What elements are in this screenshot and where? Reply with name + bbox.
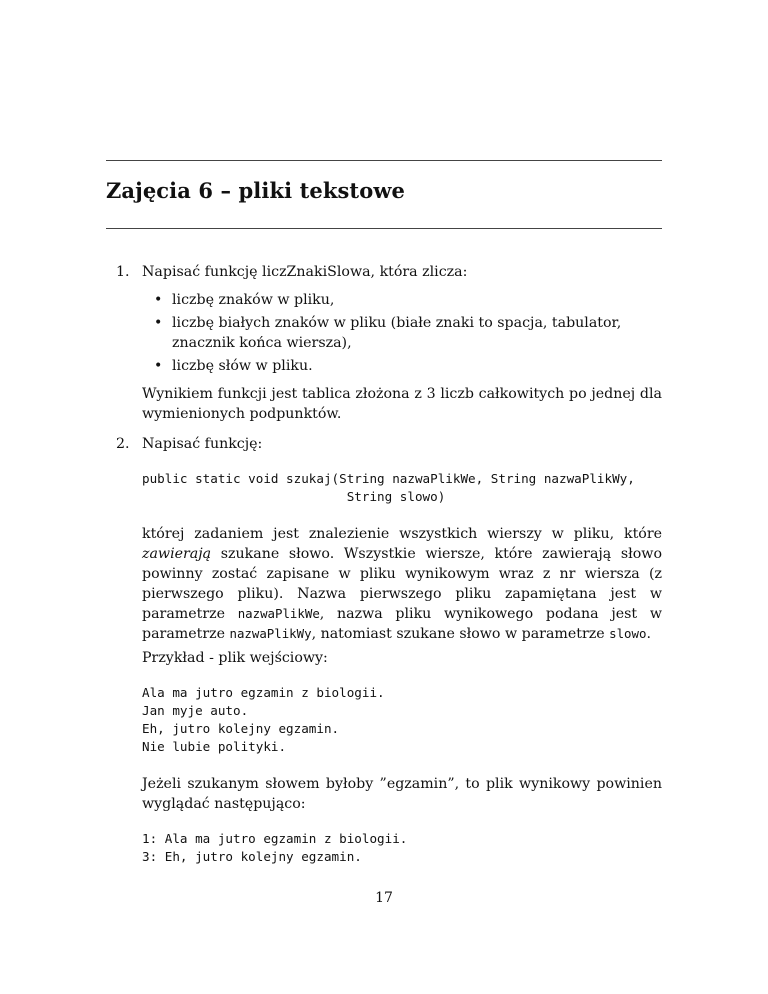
- task-2-number: 2.: [116, 436, 130, 452]
- bullet-text: liczbę znaków w pliku,: [172, 292, 335, 308]
- example-label: Przykład - plik wejściowy:: [142, 650, 328, 666]
- desc-part: szukane słowo. Wszystkie wiersze, które zawierają słowo powinny zostać zapisane w pliku wynikowym wraz z nr wiersza (z pierwszego pliku). Nazwa pierwszego pliku zapamiętana jest w parametrze: [142, 546, 662, 622]
- example-output-code: 1: Ala ma jutro egzamin z biologii. 3: Eh, jutro kolejny egzamin.: [142, 831, 408, 864]
- bullet-item: [154, 313, 662, 353]
- task-1-intro: Napisać funkcję liczZnakiSlowa, która zlicza:: [142, 264, 468, 280]
- desc-part: , nazwa pliku wynikowego podana jest w parametrze: [142, 606, 663, 642]
- desc-emphasis: zawierają: [142, 546, 212, 562]
- desc-part: .: [646, 626, 651, 642]
- tasks-list: [116, 262, 662, 884]
- bullet-icon: •: [154, 358, 163, 374]
- task-1: [116, 262, 662, 424]
- task-1-summary: Wynikiem funkcji jest tablica złożona z 3 liczb całkowitych po jednej dla wymienionych podpunktów.: [142, 386, 662, 422]
- top-rule: [106, 160, 662, 161]
- task-2-description: [142, 524, 662, 644]
- bottom-rule: [106, 228, 662, 229]
- param-input-name: nazwaPlikWe: [237, 606, 320, 621]
- task-2: [116, 434, 662, 866]
- example-input-code: Ala ma jutro egzamin z biologii. Jan myje auto. Eh, jutro kolejny egzamin. Nie lubie polityki.: [142, 685, 385, 754]
- bullet-item: [154, 290, 662, 310]
- bullet-item: [154, 356, 662, 376]
- result-label: Jeżeli szukanym słowem byłoby ”egzamin”, to plik wynikowy powinien wyglądać następująco:: [142, 776, 662, 812]
- param-output-name: nazwaPlikWy: [229, 626, 312, 641]
- page-title: Zajęcia 6 – pliki tekstowe: [106, 178, 405, 203]
- method-signature: public static void szukaj(String nazwaPlikWe, String nazwaPlikWy, String slowo): [142, 471, 635, 504]
- bullet-icon: •: [154, 315, 163, 331]
- task-2-intro: Napisać funkcję:: [142, 436, 263, 452]
- param-word-name: slowo: [609, 626, 647, 641]
- bullet-text: liczbę białych znaków w pliku (białe znaki to spacja, tabulator, znacznik końca wiersza),: [172, 315, 622, 351]
- task-1-bullets: [154, 290, 662, 376]
- bullet-text: liczbę słów w pliku.: [172, 358, 313, 374]
- bullet-icon: •: [154, 292, 163, 308]
- desc-part: której zadaniem jest znalezienie wszystkich wierszy w pliku, które: [142, 526, 662, 542]
- page-number: 17: [375, 890, 393, 906]
- desc-part: , natomiast szukane słowo w parametrze: [311, 626, 610, 642]
- task-1-number: 1.: [116, 264, 130, 280]
